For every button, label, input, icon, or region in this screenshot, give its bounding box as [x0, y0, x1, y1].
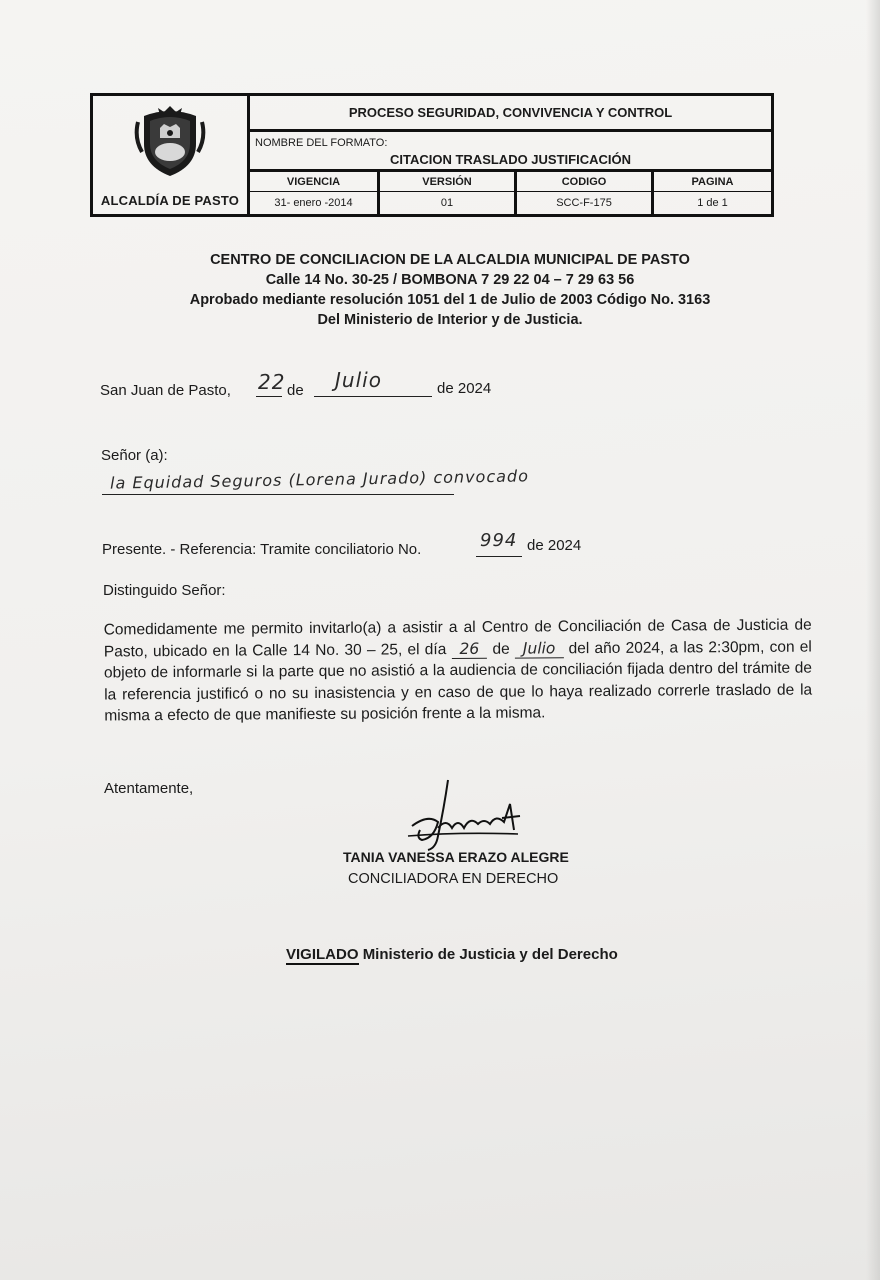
- signature-icon: [398, 778, 528, 858]
- body-part2: del año 2024, a las 2:30pm, con el objeto de informarle si la parte que no asistió a la audiencia de conciliación fijada dentro del trámite de la referencia justificó o no su inasistencia y en caso de que lo haya realizado correrle traslado de la misma a efecto de que manifieste su posición frente a la misma.: [103, 638, 813, 725]
- recipient-name-handwritten: la Equidad Seguros (Lorena Jurado) convocado: [109, 466, 530, 493]
- body-paragraph: [104, 615, 813, 727]
- reference-suffix: de 2024: [527, 537, 582, 554]
- center-line: CENTRO DE CONCILIACION DE LA ALCALDIA MUNICIPAL DE PASTO: [210, 252, 690, 268]
- body-day-handwritten: 26: [451, 639, 487, 658]
- reference-prefix: Presente. - Referencia: Tramite conciliatorio No.: [102, 541, 422, 558]
- meta-cell-version: [380, 172, 517, 214]
- date-month-underline: [314, 396, 432, 397]
- meta-label: PAGINA: [654, 172, 771, 192]
- meta-cell-codigo: [517, 172, 654, 214]
- date-prefix: San Juan de Pasto,: [100, 382, 231, 399]
- format-name: CITACION TRASLADO JUSTIFICACIÓN: [390, 152, 631, 167]
- date-de: de: [287, 382, 304, 399]
- body-de: de: [492, 640, 510, 658]
- logo-cell: [93, 96, 250, 214]
- meta-value: 01: [440, 197, 454, 209]
- coat-of-arms-icon: [130, 102, 210, 182]
- reference-number-handwritten: 994: [480, 530, 518, 551]
- vigilado-line: [286, 946, 618, 963]
- meta-label: CODIGO: [517, 172, 651, 192]
- logo-text: ALCALDÍA DE PASTO: [100, 193, 240, 208]
- vigilado-label: VIGILADO: [286, 946, 359, 963]
- signer-name: TANIA VANESSA ERAZO ALEGRE: [343, 849, 569, 865]
- meta-value: 1 de 1: [697, 197, 728, 209]
- meta-value: SCC-F-175: [556, 197, 612, 209]
- meta-cell-pagina: [654, 172, 771, 214]
- body-month-handwritten: Julio: [515, 639, 564, 658]
- center-line: Aprobado mediante resolución 1051 del 1 de Julio de 2003 Código No. 3163: [189, 292, 711, 308]
- closing: Atentamente,: [104, 780, 194, 797]
- reference-underline: [476, 556, 522, 557]
- salutation: Distinguido Señor:: [103, 582, 226, 599]
- date-month-handwritten: Julio: [335, 368, 382, 392]
- recipient-label: Señor (a):: [101, 447, 168, 464]
- format-row: [250, 132, 771, 172]
- body-part1: Comedidamente me permito invitarlo(a) a asistir a al Centro de Conciliación de Casa de Justicia de Pasto, ubicado en la Calle 14 No. 30 – 25, el día: [103, 616, 812, 660]
- date-day-handwritten: 22: [258, 370, 286, 394]
- center-line: Calle 14 No. 30-25 / BOMBONA 7 29 22 04 – 7 29 63 56: [265, 272, 635, 288]
- meta-label: VIGENCIA: [250, 172, 377, 192]
- recipient-underline: [102, 494, 454, 495]
- center-line: Del Ministerio de Interior y de Justicia.: [317, 312, 583, 328]
- header-right: [250, 96, 771, 214]
- meta-label: VERSIÓN: [380, 172, 514, 192]
- page-edge-shadow: [866, 0, 880, 1280]
- vigilado-rest: Ministerio de Justicia y del Derecho: [362, 946, 618, 963]
- meta-row: [250, 172, 771, 214]
- meta-cell-vigencia: [250, 172, 380, 214]
- process-title: PROCESO SEGURIDAD, CONVIVENCIA Y CONTROL: [250, 96, 771, 132]
- signer-role: CONCILIADORA EN DERECHO: [348, 871, 559, 887]
- date-suffix: de 2024: [437, 380, 492, 397]
- format-label: NOMBRE DEL FORMATO:: [255, 137, 388, 149]
- date-day-underline: [256, 396, 282, 397]
- meta-value: 31- enero -2014: [274, 197, 353, 209]
- header-table: [90, 93, 774, 217]
- center-heading: [140, 250, 760, 330]
